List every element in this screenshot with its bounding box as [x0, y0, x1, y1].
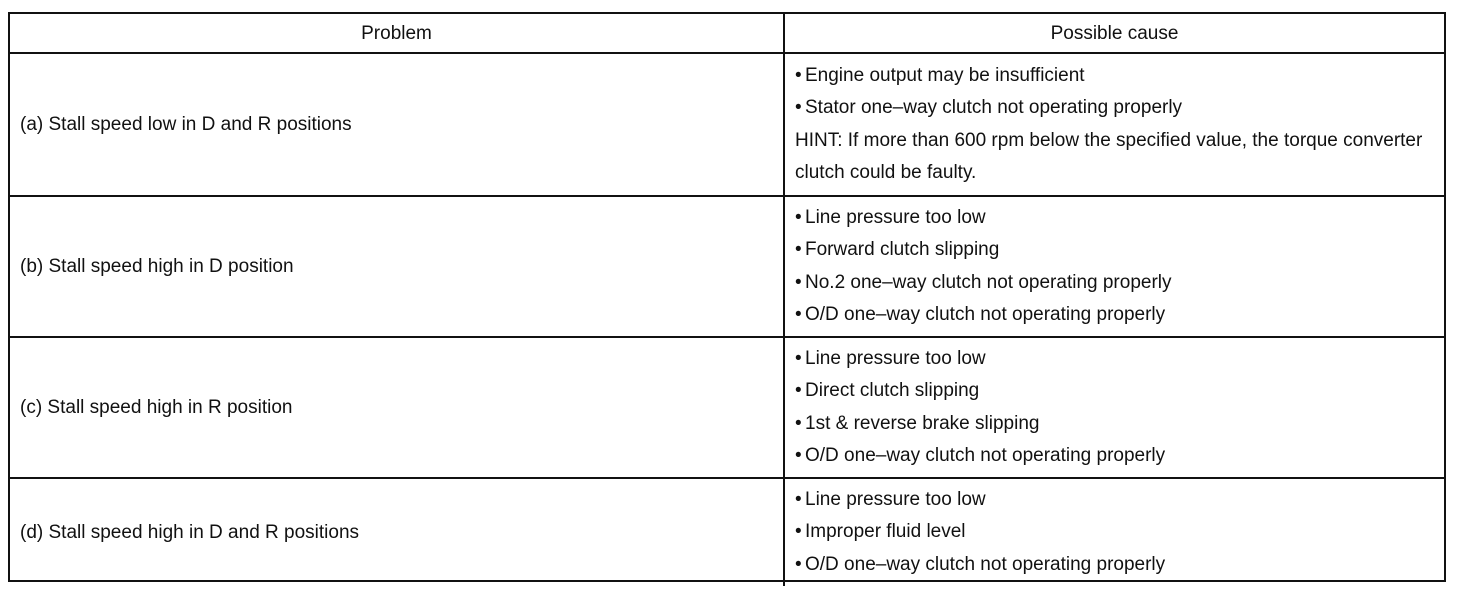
causes-cell: [784, 337, 1444, 478]
cause-item: [795, 484, 1434, 517]
table-header-row: [10, 14, 1444, 53]
cause-text: Improper fluid level: [805, 521, 966, 543]
cause-text: Stator one–way clutch not operating properly: [805, 97, 1183, 118]
cause-item: [795, 516, 1434, 549]
problem-cell: (b) Stall speed high in D position: [10, 196, 784, 337]
cause-item: [795, 267, 1434, 300]
bullet-icon: •: [795, 553, 802, 575]
cause-text: Line pressure too low: [805, 206, 986, 228]
bullet-icon: •: [795, 271, 802, 293]
causes-cell: [784, 53, 1444, 196]
stall-test-table: [10, 14, 1444, 586]
cause-item: [795, 299, 1434, 332]
bullet-icon: •: [795, 488, 802, 510]
cause-text: O/D one–way clutch not operating properly: [805, 304, 1166, 325]
cause-text: O/D one–way clutch not operating properly: [805, 553, 1166, 575]
cause-text: No.2 one–way clutch not operating properly: [805, 271, 1172, 293]
table-row: [10, 53, 1444, 196]
cause-text: Forward clutch slipping: [805, 239, 1000, 260]
bullet-icon: •: [795, 206, 802, 228]
problem-cell: (d) Stall speed high in D and R positions: [10, 478, 784, 586]
cause-item: [795, 60, 1434, 93]
cause-text: Line pressure too low: [805, 347, 986, 369]
table-row: [10, 196, 1444, 337]
cause-text: Engine output may be insufficient: [805, 64, 1085, 86]
bullet-icon: •: [795, 64, 802, 86]
header-possible-cause: Possible cause: [784, 14, 1444, 53]
cause-item: [795, 343, 1434, 376]
bullet-icon: •: [795, 445, 802, 466]
table-row: [10, 478, 1444, 586]
cause-item: [795, 375, 1434, 408]
causes-cell: [784, 196, 1444, 337]
cause-item: [795, 408, 1434, 441]
bullet-icon: •: [795, 97, 802, 118]
stall-test-table-container: [8, 12, 1446, 582]
causes-cell: [784, 478, 1444, 586]
cause-text: O/D one–way clutch not operating properly: [805, 445, 1166, 466]
cause-item: [795, 549, 1434, 582]
cause-text: Line pressure too low: [805, 488, 986, 510]
bullet-icon: •: [795, 239, 802, 260]
table-row: [10, 337, 1444, 478]
cause-item: [795, 440, 1434, 473]
bullet-icon: •: [795, 380, 802, 401]
bullet-icon: •: [795, 304, 802, 325]
header-problem: Problem: [10, 14, 784, 53]
cause-item: [795, 92, 1434, 125]
hint-text: HINT: If more than 600 rpm below the specified value, the torque converter clutch could be faulty.: [795, 129, 1423, 183]
bullet-icon: •: [795, 412, 802, 434]
cause-text: Direct clutch slipping: [805, 380, 980, 401]
cause-item: [795, 234, 1434, 267]
bullet-icon: •: [795, 521, 802, 543]
cause-text: 1st & reverse brake slipping: [805, 412, 1040, 434]
cause-item: [795, 202, 1434, 235]
problem-cell: (c) Stall speed high in R position: [10, 337, 784, 478]
problem-cell: (a) Stall speed low in D and R positions: [10, 53, 784, 196]
bullet-icon: •: [795, 347, 802, 369]
